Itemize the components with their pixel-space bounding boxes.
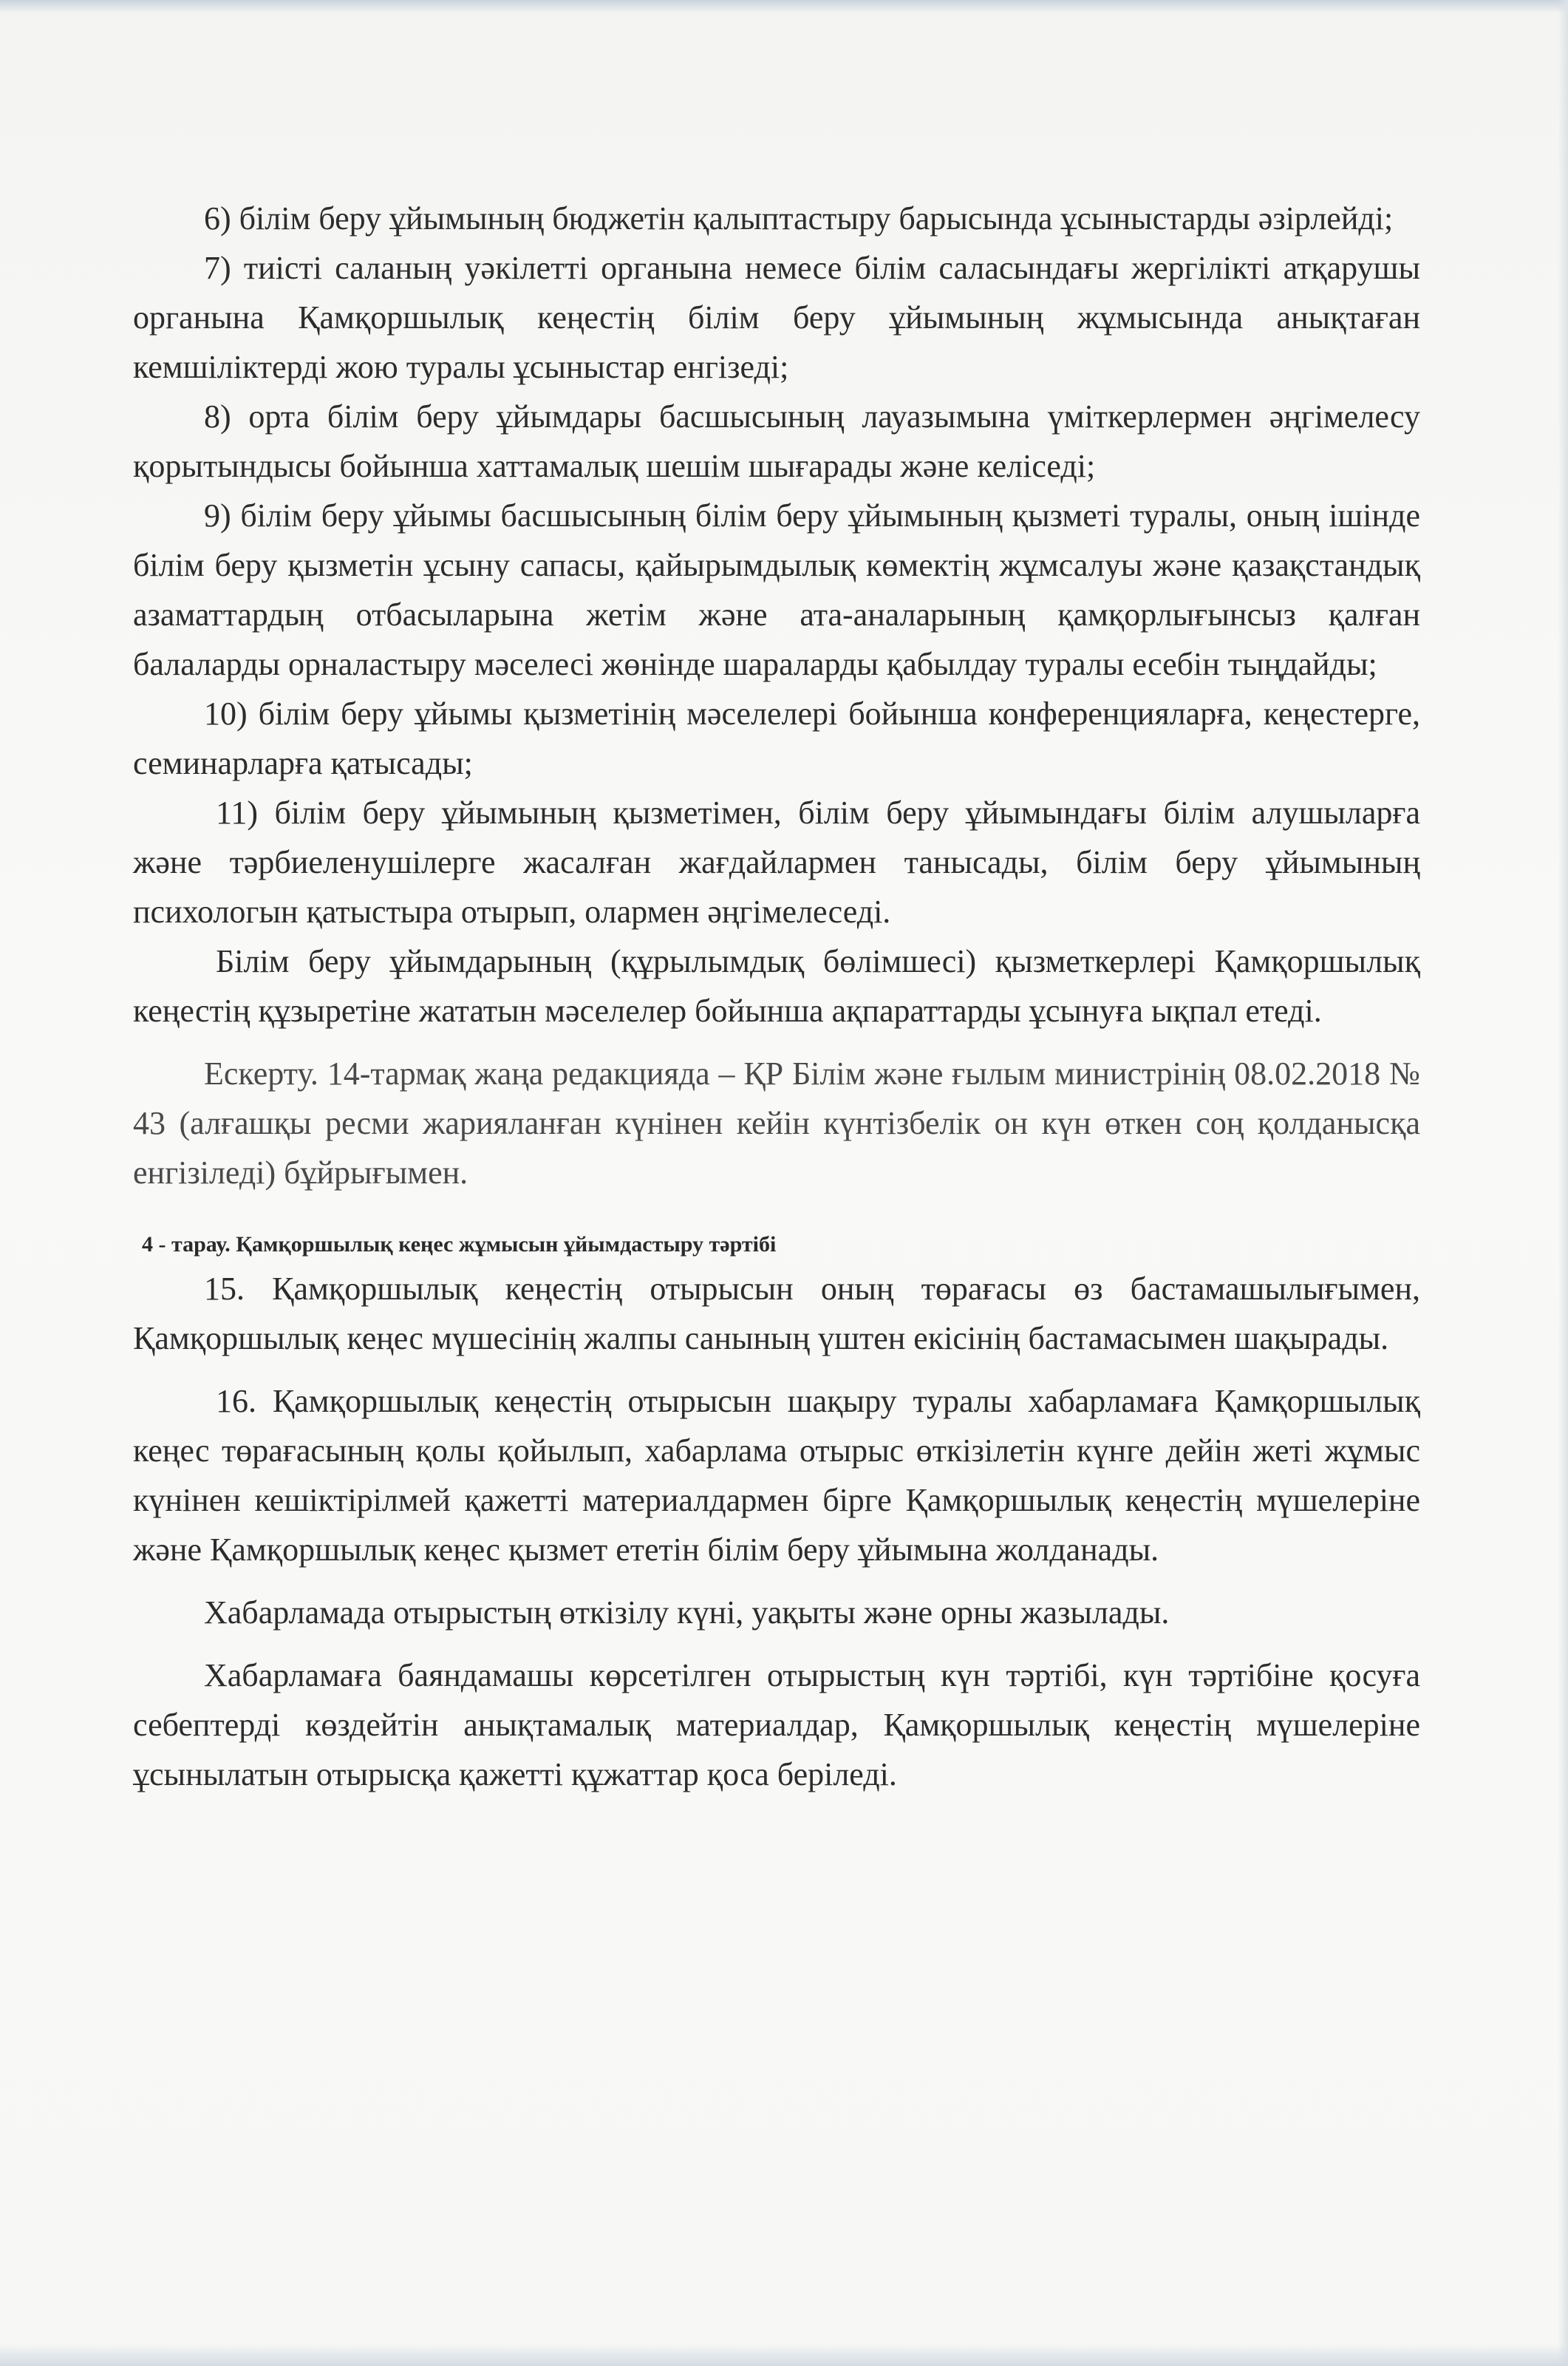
item-15: 15. Қамқоршылық кеңестің отырысын оның төрағасы өз бастамашылығымен, Қамқоршылық кеңес мүшесінің жалпы санының үштен екісінің бастамасымен шақырады. [133, 1271, 1420, 1356]
item-7: 7) тиісті саланың уәкілетті органына немесе білім саласындағы жергілікті атқарушы органына Қамқоршылық кеңестің білім беру ұйымының жұмысында анықтаған кемшіліктерді жою туралы ұсыныстар енгізеді; [133, 250, 1420, 385]
item-9: 9) білім беру ұйымы басшысының білім беру ұйымының қызметі туралы, оның ішінде білім беру қызметін ұсыну сапасы, қайырымдылық көмектің жұмсалуы және қазақстандық азаматтардың отбасыларына жетім және ата-аналарының қамқорлығынсыз қалған балаларды орналастыру мәселесі жөнінде шараларды қабылдау туралы есебін тыңдайды; [133, 497, 1420, 682]
amendment-note: Ескерту. 14-тармақ жаңа редакцияда – ҚР Білім және ғылым министрінің 08.02.2018 № 43 (алғашқы ресми жарияланған күнінен кейін күнтізбелік он күн өткен соң қолданысқа енгізіледі) бұйрығымен. [133, 1055, 1420, 1191]
item-11: 11) білім беру ұйымының қызметімен, білім беру ұйымындағы білім алушыларға және тәрбиеленушілерге жасалған жағдайлармен танысады, білім беру ұйымының психологын қатыстыра отырып, олармен әңгімелеседі. [133, 795, 1420, 930]
section-heading: 4 - тарау. Қамқоршылық кеңес жұмысын ұйымдастыру тәртібі [142, 1232, 777, 1257]
item-16: 16. Қамқоршылық кеңестің отырысын шақыру туралы хабарламаға Қамқоршылық кеңес төрағасының қолы қойылып, хабарлама отырыс өткізілетін күнге дейін жеті жұмыс күнінен кешіктірілмей қажетті материалдармен бірге Қамқоршылық кеңестің мүшелеріне және Қамқоршылық кеңес қызмет ететін білім беру ұйымына жолданады. [133, 1383, 1420, 1568]
item-8: 8) орта білім беру ұйымдары басшысының лауазымына үміткерлермен әңгімелесу қорытындысы бойынша хаттамалық шешім шығарады және келіседі; [133, 398, 1420, 484]
notice-attachments: Хабарламаға баяндамашы көрсетілген отырыстың күн тәртібі, күн тәртібіне қосуға себептерді көздейтін анықтамалық материалдар, Қамқоршылық кеңестің мүшелеріне ұсынылатын отырысқа қажетті құжаттар қоса беріледі. [133, 1657, 1420, 1792]
scan-edge-bottom [0, 2344, 1568, 2366]
notice-contents: Хабарламада отырыстың өткізілу күні, уақыты және орны жазылады. [204, 1594, 1170, 1631]
scan-edge-top [0, 0, 1568, 13]
staff-paragraph: Білім беру ұйымдарының (құрылымдық бөлімшесі) қызметкерлері Қамқоршылық кеңестің құзыретіне жататын мәселелер бойынша ақпараттарды ұсынуға ықпал етеді. [133, 943, 1420, 1029]
document-body [133, 194, 1420, 1799]
item-6: 6) білім беру ұйымының бюджетін қалыптастыру барысында ұсыныстарды әзірлейді; [204, 200, 1394, 237]
item-10: 10) білім беру ұйымы қызметінің мәселелері бойынша конференцияларға, кеңестерге, семинарларға қатысады; [133, 696, 1420, 781]
scan-edge-right [1558, 0, 1568, 2366]
